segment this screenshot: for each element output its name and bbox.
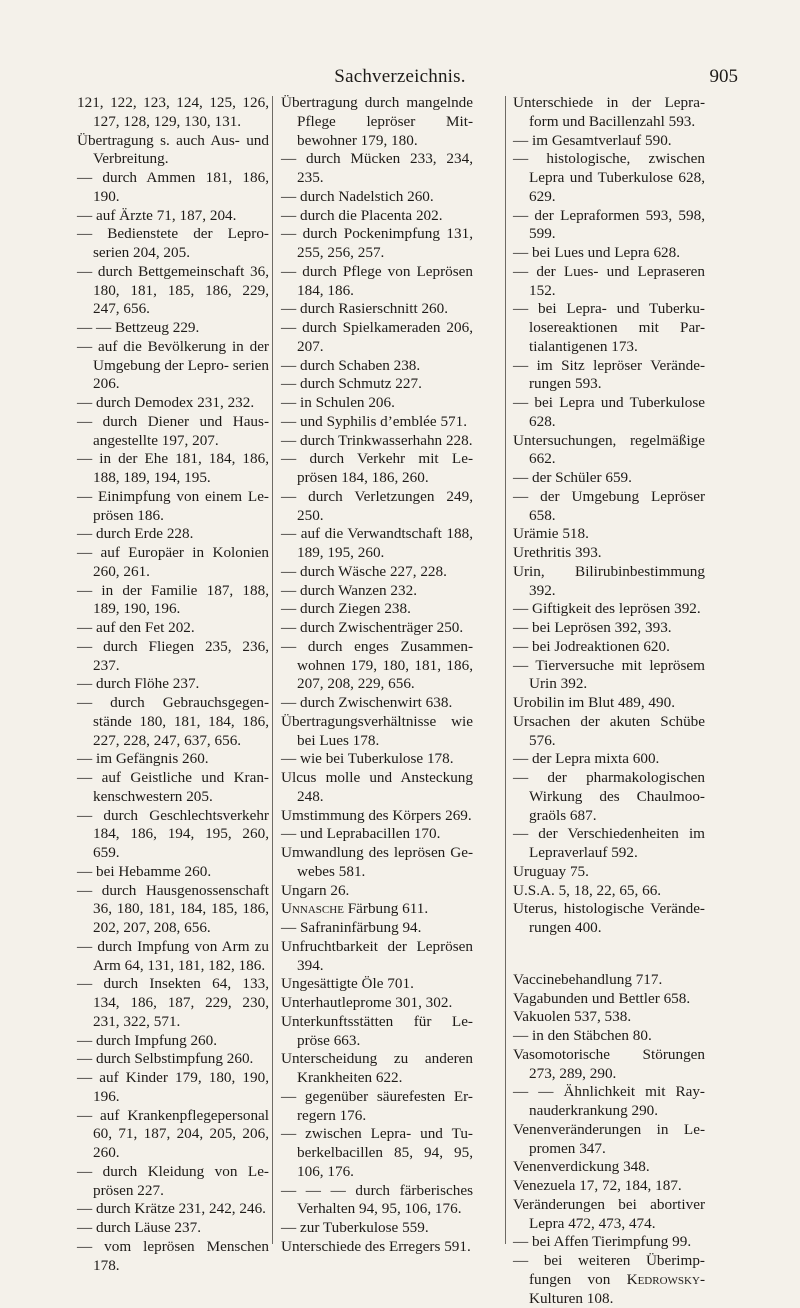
index-entry: — im Gefängnis 260. (77, 750, 209, 768)
index-entry: Ulcus molle und Ansteckung 248. (281, 769, 473, 805)
index-entry: — in Schulen 206. (281, 394, 395, 411)
index-entry: — auf Geistliche und Kran- kenschwestern 205. (77, 769, 269, 805)
index-entry: Ursachen der akuten Schübe 576. (513, 712, 705, 749)
index-entry: — Bedienstete der Lepro- serien 204, 205. (77, 225, 269, 261)
index-entry: — Einimpfung von einem Le- prösen 186. (77, 487, 269, 524)
index-entry: — durch Erde 228. (77, 525, 194, 543)
index-column-3 (513, 94, 705, 1308)
index-entry: — durch Verletzungen 249, 250. (281, 487, 473, 524)
index-entry: — auf Ärzte 71, 187, 204. (77, 206, 237, 224)
index-entry: — histologische, zwischen Lepra und Tuberkulose 628, 629. (513, 150, 705, 205)
index-entry: — durch Fliegen 235, 236, 237. (77, 637, 269, 674)
column-divider (272, 96, 273, 1244)
index-entry: — durch Selbstimpfung 260. (77, 1050, 254, 1068)
index-entry: — durch enges Zusammen- wohnen 179, 180, 181, 186, 207, 208, 229, 656. (281, 637, 473, 693)
index-entry: — auf den Fet 202. (77, 619, 195, 636)
index-entry: — durch Schaben 238. (281, 356, 421, 374)
running-header-title: Sachverzeichnis. (334, 66, 466, 87)
index-entry: — durch Zwischenwirt 638. (281, 694, 453, 711)
index-entry: — — Bettzeug 229. (77, 319, 200, 336)
index-entry: — durch Impfung von Arm zu Arm 64, 131, 181, 182, 186. (77, 937, 269, 974)
index-entry: — durch Geschlechtsverkehr 184, 186, 194, 195, 260, 659. (77, 806, 269, 861)
index-entry: — durch Diener und Haus- angestellte 197, 207. (77, 412, 269, 449)
index-entry: — der Lues- und Lepraseren 152. (513, 262, 705, 299)
index-entry: — in den Stäbchen 80. (513, 1027, 652, 1044)
index-entry: — in der Familie 187, 188, 189, 190, 196. (77, 581, 269, 618)
index-entry: — durch Ziegen 238. (281, 600, 411, 618)
index-entry: — der Lepra mixta 600. (513, 750, 660, 768)
index-entry: — bei Lues und Lepra 628. (513, 244, 681, 261)
index-entry: — Safraninfärbung 94. (281, 919, 422, 936)
index-entry: Untersuchungen, regelmäßige 662. (513, 431, 705, 468)
index-entry: — durch Zwischenträger 250. (281, 619, 464, 636)
index-entry: — und Syphilis d’emblée 571. (281, 412, 468, 430)
index-entry: Uterus, histologische Verände- rungen 400. (513, 900, 705, 936)
index-entry: — wie bei Tuberkulose 178. (281, 750, 454, 768)
index-entry: Venenverdickung 348. (513, 1158, 650, 1176)
index-entry: — durch Pflege von Leprösen 184, 186. (281, 262, 473, 299)
index-entry: — auf Krankenpflegepersonal 60, 71, 187, 204, 205, 206, 260. (77, 1106, 269, 1161)
index-entry: Venenveränderungen in Le- promen 347. (513, 1120, 705, 1157)
index-entry: — in der Ehe 181, 184, 186, 188, 189, 194, 195. (77, 450, 269, 486)
index-entry: — auf die Bevölkerung in der Umgebung der Lepro- serien 206. (77, 337, 269, 393)
index-entry: — durch die Placenta 202. (281, 206, 443, 224)
index-entry: Urämie 518. (513, 525, 589, 543)
index-entry: Unterschiede in der Lepra- form und Bacillenzahl 593. (513, 94, 705, 130)
index-entry: — durch Hausgenossenschaft 36, 180, 181, 184, 185, 186, 202, 207, 208, 656. (77, 881, 269, 936)
index-entry: Urin, Bilirubinbestimmung 392. (513, 562, 705, 599)
index-entry: — durch Pockenimpfung 131, 255, 256, 257. (281, 225, 473, 261)
index-entry: — durch Wäsche 227, 228. (281, 562, 447, 580)
index-entry: Venezuela 17, 72, 184, 187. (513, 1177, 682, 1194)
index-entry: — der pharmakologischen Wirkung des Chaulmoo- graöls 687. (513, 769, 705, 824)
index-entry: Unterhautleprome 301, 302. (281, 994, 453, 1011)
index-entry: Urethritis 393. (513, 544, 602, 561)
index-entry: — durch Demodex 231, 232. (77, 394, 255, 411)
index-entry: Unterscheidung zu anderen Krankheiten 622. (281, 1050, 473, 1086)
index-entry: — der Schüler 659. (513, 469, 632, 486)
index-entry: — durch Wanzen 232. (281, 581, 417, 599)
index-entry: — der Umgebung Lepröser 658. (513, 487, 705, 524)
index-entry: — durch Schmutz 227. (281, 375, 422, 393)
index-entry: 121, 122, 123, 124, 125, 126, 127, 128, 129, 130, 131. (77, 94, 269, 130)
index-entry: — — — durch färberisches Verhalten 94, 95, 106, 176. (281, 1181, 473, 1218)
index-entry: — durch Läuse 237. (77, 1219, 201, 1236)
index-entry: — — Ähnlichkeit mit Ray- nauderkrankung 290. (513, 1083, 705, 1119)
index-entry: — bei Lepra- und Tuberku- losereaktionen mit Par- tialantigenen 173. (513, 300, 705, 355)
index-entry: — der Verschiedenheiten im Lepraverlauf 592. (513, 825, 705, 861)
index-entry: — auf Europäer in Kolonien 260, 261. (77, 544, 269, 580)
index-entry: — durch Nadelstich 260. (281, 187, 434, 205)
index-entry: — durch Kleidung von Le- prösen 227. (77, 1162, 269, 1199)
index-entry: Unfruchtbarkeit der Leprösen 394. (281, 937, 473, 974)
index-entry: — durch Verkehr mit Le- prösen 184, 186, 260. (281, 450, 473, 486)
index-entry: Übertragung durch mangelnde Pflege lepröser Mit- bewohner 179, 180. (281, 94, 473, 149)
index-entry: — durch Mücken 233, 234, 235. (281, 150, 473, 186)
column-divider (505, 96, 506, 1244)
index-entry: — bei Leprösen 392, 393. (513, 619, 672, 636)
index-entry: Ungarn 26. (281, 881, 350, 899)
index-entry: — und Leprabacillen 170. (281, 825, 441, 843)
index-entry: — durch Impfung 260. (77, 1031, 218, 1049)
index-entry: — zwischen Lepra- und Tu- berkelbacillen 85, 94, 95, 106, 176. (281, 1125, 473, 1180)
index-entry: — durch Rasierschnitt 260. (281, 300, 449, 318)
index-entry: — bei weiteren Überimp- fungen von Kedrowsky- Kulturen 108. (513, 1252, 705, 1307)
index-entry: — Giftigkeit des leprösen 392. (513, 600, 701, 618)
index-entry: — auf die Verwandtschaft 188, 189, 195, 260. (281, 525, 473, 561)
index-entry: — im Sitz lepröser Verände- rungen 593. (513, 356, 705, 393)
index-entry: — Tierversuche mit leprösem Urin 392. (513, 656, 705, 693)
index-entry: Veränderungen bei abortiver Lepra 472, 473, 474. (513, 1195, 705, 1232)
index-entry: Ungesättigte Öle 701. (281, 975, 414, 993)
index-entry: Vagabunden und Bettler 658. (513, 989, 691, 1007)
index-entry: — durch Gebrauchsgegen- stände 180, 181, 184, 186, 227, 228, 247, 637, 656. (77, 694, 269, 749)
index-entry: — bei Jodreaktionen 620. (513, 637, 670, 655)
index-entry: Urobilin im Blut 489, 490. (513, 694, 676, 711)
index-entry: Vasomotorische Störungen 273, 289, 290. (513, 1045, 705, 1082)
index-entry: — auf Kinder 179, 180, 190, 196. (77, 1069, 269, 1105)
index-entry: — durch Ammen 181, 186, 190. (77, 169, 269, 205)
index-column-2 (281, 94, 473, 1257)
index-entry: — durch Bettgemeinschaft 36, 180, 181, 185, 186, 229, 247, 656. (77, 262, 269, 318)
index-column-1 (77, 94, 269, 1275)
index-entry: — durch Insekten 64, 133, 134, 186, 187, 229, 230, 231, 322, 571. (77, 975, 269, 1030)
index-entry: — gegenüber säurefesten Er- regern 176. (281, 1087, 473, 1124)
index-entry: Übertragungsverhältnisse wie bei Lues 178. (281, 712, 473, 749)
index-entry: — durch Trinkwasserhahn 228. (281, 431, 473, 449)
index-entry: U.S.A. 5, 18, 22, 65, 66. (513, 881, 662, 899)
index-entry: Unterkunftsstätten für Le- pröse 663. (281, 1012, 473, 1049)
index-entry: — bei Lepra und Tuberkulose 628. (513, 394, 705, 430)
page-number: 905 (709, 66, 738, 87)
index-entry: — bei Hebamme 260. (77, 862, 212, 880)
index-entry: Vaccinebehandlung 717. (513, 970, 663, 988)
index-entry: Uruguay 75. (513, 862, 589, 880)
index-entry: Unnasche Färbung 611. (281, 900, 429, 918)
index-entry: — bei Affen Tierimpfung 99. (513, 1233, 692, 1251)
index-entry: Umstimmung des Körpers 269. (281, 806, 472, 824)
index-entry: — durch Spielkameraden 206, 207. (281, 319, 473, 355)
index-entry: — vom leprösen Menschen 178. (77, 1237, 269, 1274)
index-entry: Übertragung s. auch Aus- und Verbreitung. (77, 131, 269, 168)
index-entry: Vakuolen 537, 538. (513, 1008, 632, 1026)
index-entry: — der Lepraformen 593, 598, 599. (513, 206, 705, 243)
index-entry: — im Gesamtverlauf 590. (513, 131, 672, 149)
index-entry: Umwandlung des leprösen Ge- webes 581. (281, 844, 473, 880)
index-entry: — durch Flöhe 237. (77, 675, 200, 693)
index-entry: — durch Krätze 231, 242, 246. (77, 1200, 266, 1218)
index-entry: — zur Tuberkulose 559. (281, 1219, 429, 1236)
index-entry: Unterschiede des Erregers 591. (281, 1237, 471, 1255)
